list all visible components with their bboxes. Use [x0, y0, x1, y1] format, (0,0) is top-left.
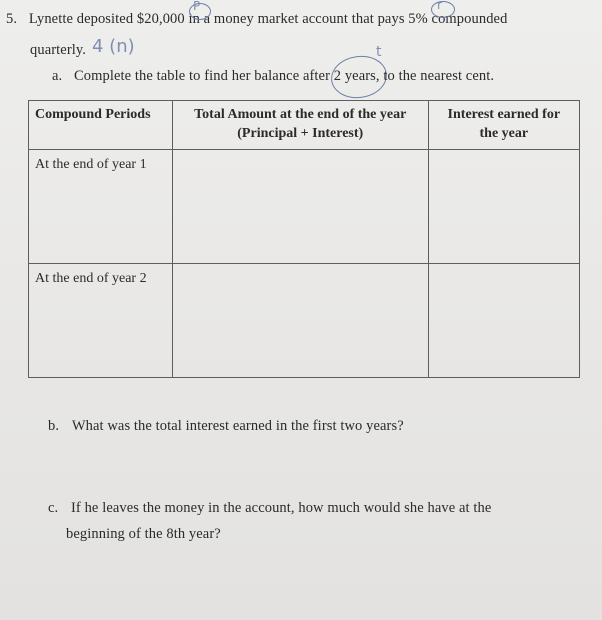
interest-cell-year-2[interactable] — [428, 264, 579, 378]
question-intro-text-1: Lynette deposited $20,000 in a money market account that pays 5% compounded — [28, 11, 508, 27]
part-b-label: b. — [48, 418, 60, 434]
part-a-label: a. — [52, 68, 63, 84]
table-header-row — [29, 101, 580, 150]
pencil-mark-time: t — [376, 44, 382, 60]
header-interest-line-2: the year — [479, 126, 529, 141]
header-interest-earned — [428, 101, 579, 150]
header-total-amount-line-2: (Principal + Interest) — [237, 126, 364, 141]
question-number: 5. — [6, 11, 18, 27]
part-c-line-2: beginning of the 8th year? — [66, 526, 221, 542]
part-b-line — [48, 418, 404, 435]
pencil-circle-rate — [431, 1, 455, 18]
header-interest-line-1: Interest earned for — [447, 107, 561, 122]
interest-cell-year-1[interactable] — [428, 150, 579, 264]
header-total-amount-line-1: Total Amount at the end of the year — [194, 107, 407, 122]
table-row — [29, 150, 580, 264]
question-5-line-2: quarterly. — [30, 42, 87, 58]
header-total-amount — [172, 101, 428, 150]
pencil-mark-principal: P — [193, 0, 201, 13]
total-amount-cell-year-1[interactable] — [172, 150, 428, 264]
pencil-mark-rate: r — [437, 0, 442, 12]
part-c-text-1: If he leaves the money in the account, how much would she have at the — [71, 500, 492, 516]
total-amount-cell-year-2[interactable] — [172, 264, 428, 378]
part-c-line-1 — [48, 500, 491, 517]
pencil-note-quarterly: 4 (n) — [92, 36, 135, 57]
header-compound-periods: Compound Periods — [29, 101, 173, 150]
part-a-text: Complete the table to find her balance after 2 years, to the nearest cent. — [74, 68, 495, 84]
table-row — [29, 264, 580, 378]
balance-table — [28, 100, 580, 378]
part-b-text: What was the total interest earned in the first two years? — [71, 418, 404, 434]
part-c-label: c. — [48, 500, 59, 516]
period-cell-year-2: At the end of year 2 — [29, 264, 173, 378]
part-a-line — [52, 68, 494, 85]
period-cell-year-1: At the end of year 1 — [29, 150, 173, 264]
